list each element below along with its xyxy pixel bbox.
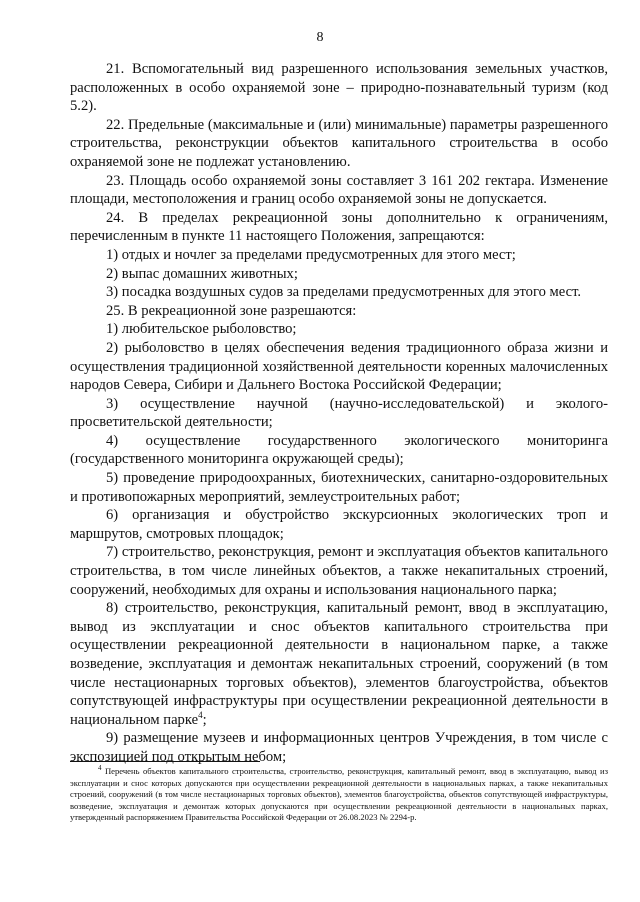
paragraph-24-item-2: 2) выпас домашних животных; bbox=[106, 265, 298, 282]
paragraph-21: 21. Вспомогательный вид разрешенного использования земельных участков, расположенных в особо охраняемой зоне – природно-познавательный туризм (код 5.2). bbox=[70, 61, 608, 115]
paragraph-25: 25. В рекреационной зоне разрешаются: bbox=[106, 302, 357, 319]
footnote bbox=[70, 766, 608, 824]
paragraph-25-item-3: 3) осуществление научной (научно-исследовательской) и эколого-просветительской деятельности; bbox=[70, 395, 608, 431]
footnote-marker: 4 bbox=[98, 764, 102, 773]
paragraph-24-item-1: 1) отдых и ночлег за пределами предусмотренных для этого мест; bbox=[106, 246, 516, 263]
paragraph-25-item-4: 4) осуществление государственного экологического мониторинга (государственного мониторинга окружающей среды); bbox=[70, 432, 608, 468]
paragraph-22: 22. Предельные (максимальные и (или) минимальные) параметры разрешенного строительства, реконструкции объектов капитального строительства в особо охраняемой зоне не подлежат установлению. bbox=[70, 116, 608, 170]
document-body bbox=[70, 60, 608, 767]
page-number: 8 bbox=[316, 30, 324, 45]
footnote-reference[interactable]: 4 bbox=[198, 709, 203, 720]
footnote-divider bbox=[70, 761, 260, 762]
paragraph-25-item-5: 5) проведение природоохранных, биотехнических, санитарно-оздоровительных и противопожарных мероприятий, землеустроительных работ; bbox=[70, 470, 608, 505]
paragraph-25-item-9: 9) размещение музеев и информационных центров Учреждения, в том числе с экспозицией под открытым небом; bbox=[70, 730, 608, 765]
paragraph-25-item-7: 7) строительство, реконструкция, ремонт и эксплуатация объектов капитального строительства, в том числе линейных объектов, а также некапитальных строений, сооружений, необходимых для охраны и использования национального парка; bbox=[70, 544, 608, 598]
paragraph-24: 24. В пределах рекреационной зоны дополнительно к ограничениям, перечисленным в пункте 11 настоящего Положения, запрещаются: bbox=[70, 209, 608, 245]
paragraph-23: 23. Площадь особо охраняемой зоны составляет 3 161 202 гектара. Изменение площади, местоположения и границ особо охраняемой зоны не допускается. bbox=[70, 172, 608, 208]
paragraph-25-item-6: 6) организация и обустройство экскурсионных экологических троп и маршрутов, смотровых площадок; bbox=[70, 507, 608, 542]
footnote-text: Перечень объектов капитального строительства, строительство, реконструкция, капитальный ремонт, ввод в эксплуатацию, вывод из эксплуатации и снос которых допускаются при осуществлении рекреационной деятельности в национальных парках, а также некапитальных строений, сооружений (в том числе нестационарных торговых объектов), элементов благоустройства, объектов сопутствующей инфраструктуры, возведение, эксплуатация и демонтаж которых допускаются при осуществлении рекреационной деятельности в национальных парках, утвержденный распоряжением Правительства Российской Федерации от 26.08.2023 № 2294-р. bbox=[70, 766, 608, 823]
paragraph-25-item-1: 1) любительское рыболовство; bbox=[106, 321, 297, 338]
paragraph-25-item-8-text: 8) строительство, реконструкция, капитальный ремонт, ввод в эксплуатацию, вывод из эксплуатации и снос объектов капитального строительства при осуществлении рекреационной деятельности в национальном парке, а также возведение, эксплуатация и демонтаж некапитальных строений, сооружений (в том числе нестационарных торговых объектов), элементов благоустройства, объектов сопутствующей инфраструктуры при осуществлении рекреационной деятельности в национальном парке bbox=[70, 600, 608, 728]
paragraph-24-item-3: 3) посадка воздушных судов за пределами предусмотренных для этого мест. bbox=[106, 284, 581, 301]
paragraph-25-item-8: 8) строительство, реконструкция, капитальный ремонт, ввод в эксплуатацию, вывод из эксплуатации и снос объектов капитального строительства при осуществлении рекреационной деятельности в национальном парке, а также возведение, эксплуатация и демонтаж некапитальных строений, сооружений (в том числе нестационарных торговых объектов), элементов благоустройства, объектов сопутствующей инфраструктуры при осуществлении рекреационной деятельности в национальном парке$^4$; bbox=[70, 600, 608, 728]
paragraph-25-item-2: 2) рыболовство в целях обеспечения ведения традиционного образа жизни и осуществления традиционной хозяйственной деятельности коренных малочисленных народов Севера, Сибири и Дальнего Востока Российской Федерации; bbox=[70, 339, 608, 394]
